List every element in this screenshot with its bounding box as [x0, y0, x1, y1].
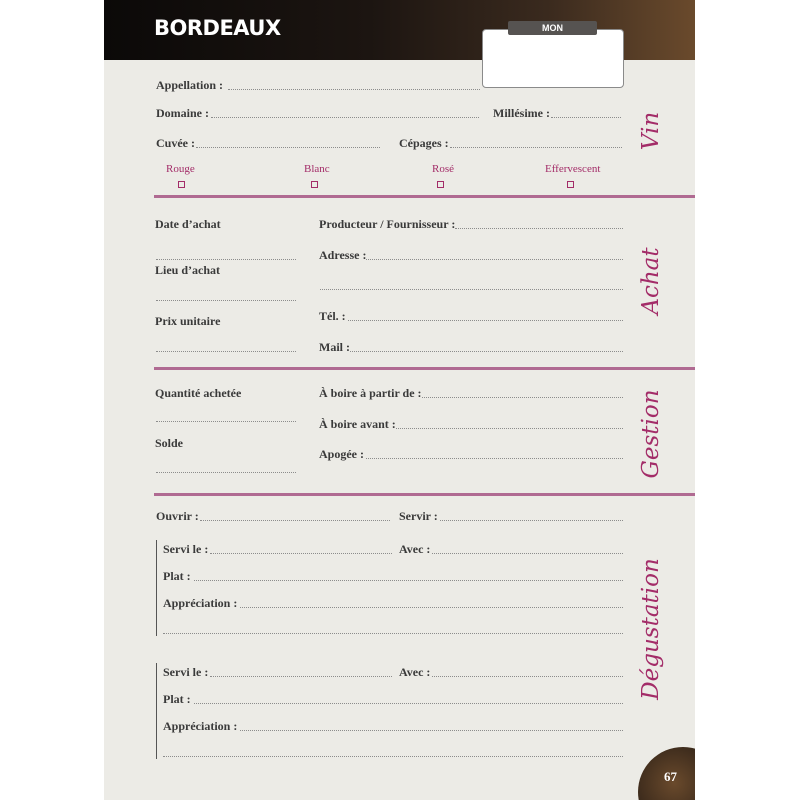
millesime-label: Millésime :	[493, 106, 550, 120]
type-rose-checkbox[interactable]	[437, 181, 444, 188]
tasting-entry-1-bar	[156, 540, 157, 636]
producteur-field[interactable]	[455, 228, 623, 229]
section-label-degustation: Dégustation	[638, 558, 664, 700]
adresse-field-1[interactable]	[366, 259, 623, 260]
servi-le-field-1[interactable]	[210, 553, 392, 554]
avec-label-1: Avec :	[399, 542, 431, 556]
page	[104, 0, 695, 800]
servi-le-field-2[interactable]	[210, 676, 392, 677]
page-title: BORDEAUX	[154, 16, 281, 40]
section-label-achat: Achat	[638, 247, 664, 315]
section-label-vin: Vin	[638, 111, 664, 151]
cuvee-label: Cuvée :	[156, 136, 195, 150]
date-achat-label: Date d’achat	[155, 217, 221, 231]
cuvee-field[interactable]	[196, 147, 380, 148]
boire-a-partir-field[interactable]	[422, 397, 623, 398]
plat-field-1[interactable]	[194, 580, 623, 581]
type-rouge-label: Rouge	[166, 163, 195, 175]
plat-label-1: Plat :	[163, 569, 191, 583]
mail-label: Mail :	[319, 340, 350, 354]
section-divider-achat	[154, 367, 695, 370]
servir-label: Servir :	[399, 509, 438, 523]
tel-label: Tél. :	[319, 309, 346, 323]
servir-field[interactable]	[440, 520, 623, 521]
section-label-gestion: Gestion	[638, 389, 664, 479]
appreciation-field-1b[interactable]	[163, 633, 623, 634]
boire-a-partir-label: À boire à partir de :	[319, 386, 422, 400]
apogee-field[interactable]	[366, 458, 623, 459]
producteur-label: Producteur / Fournisseur :	[319, 217, 456, 231]
location-label: MON EMPLACEMENT	[508, 21, 597, 35]
tel-field[interactable]	[348, 320, 623, 321]
servi-le-label-1: Servi le :	[163, 542, 209, 556]
type-blanc-label: Blanc	[304, 163, 330, 175]
date-achat-field[interactable]	[156, 259, 296, 260]
appreciation-label-1: Appréciation :	[163, 596, 238, 610]
boire-avant-label: À boire avant :	[319, 417, 396, 431]
appellation-label: Appellation :	[156, 78, 224, 92]
tasting-entry-2-bar	[156, 663, 157, 759]
boire-avant-field[interactable]	[396, 428, 623, 429]
ouvrir-label: Ouvrir :	[156, 509, 199, 523]
cepages-field[interactable]	[450, 147, 622, 148]
type-rouge-checkbox[interactable]	[178, 181, 185, 188]
avec-field-2[interactable]	[432, 676, 623, 677]
section-divider-gestion	[154, 493, 695, 496]
page-number: 67	[664, 769, 677, 784]
plat-label-2: Plat :	[163, 692, 191, 706]
plat-field-2[interactable]	[194, 703, 623, 704]
adresse-field-2[interactable]	[320, 289, 623, 290]
appreciation-label-2: Appréciation :	[163, 719, 238, 733]
quantite-achetee-field[interactable]	[156, 421, 296, 422]
appellation-field[interactable]	[228, 89, 480, 90]
solde-label: Solde	[155, 436, 184, 450]
prix-unitaire-label: Prix unitaire	[155, 314, 221, 328]
lieu-achat-label: Lieu d’achat	[155, 263, 221, 277]
type-rose-label: Rosé	[432, 163, 454, 175]
apogee-label: Apogée :	[319, 447, 364, 461]
type-effervescent-checkbox[interactable]	[567, 181, 574, 188]
cepages-label: Cépages :	[399, 136, 449, 150]
servi-le-label-2: Servi le :	[163, 665, 209, 679]
type-blanc-checkbox[interactable]	[311, 181, 318, 188]
appreciation-field-1a[interactable]	[240, 607, 623, 608]
solde-field[interactable]	[156, 472, 296, 473]
quantite-achetee-label: Quantité achetée	[155, 386, 242, 400]
prix-unitaire-field[interactable]	[156, 351, 296, 352]
adresse-label: Adresse :	[319, 248, 367, 262]
domaine-label: Domaine :	[156, 106, 209, 120]
domaine-field[interactable]	[211, 117, 479, 118]
avec-field-1[interactable]	[432, 553, 623, 554]
ouvrir-field[interactable]	[200, 520, 390, 521]
appreciation-field-2a[interactable]	[240, 730, 623, 731]
mail-field[interactable]	[350, 351, 623, 352]
appreciation-field-2b[interactable]	[163, 756, 623, 757]
type-effervescent-label: Effervescent	[545, 163, 601, 175]
section-divider-vin	[154, 195, 695, 198]
avec-label-2: Avec :	[399, 665, 431, 679]
lieu-achat-field[interactable]	[156, 300, 296, 301]
millesime-field[interactable]	[551, 117, 621, 118]
